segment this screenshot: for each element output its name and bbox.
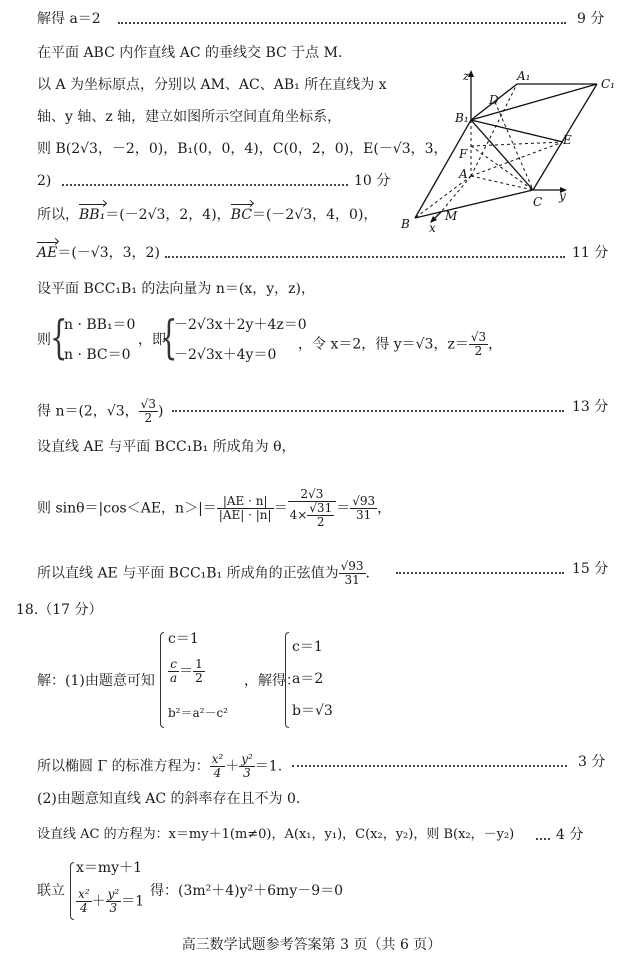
system2-row1: －2√3x＋2y＋4z＝0 <box>174 317 307 333</box>
part2-intro: (2)由题意知直线 AC 的斜率存在且不为 0. <box>37 791 301 807</box>
vectors-prefix: 所以， <box>37 207 79 223</box>
label-C: C <box>533 195 543 209</box>
simultaneous-row2 <box>76 888 144 915</box>
edge-B1C <box>471 120 533 190</box>
score-13: 13 分 <box>572 399 609 415</box>
frac-den: 2 <box>195 671 203 685</box>
label-D: D <box>489 93 499 107</box>
simultaneous-row1: x＝my＋1 <box>76 860 142 876</box>
edge-AC-hidden <box>471 176 533 190</box>
label-M: M <box>445 209 458 223</box>
vector-bc-value: ＝(－2√3，4，0)， <box>251 207 378 223</box>
dot-leader <box>165 256 565 258</box>
frac-den-pre: 4× <box>289 508 308 522</box>
sin-theta-pre: 则 sinθ＝|cos＜AE，n＞|＝ <box>37 500 217 517</box>
brace <box>285 632 289 728</box>
sine-value-pre: 所以直线 AE 与平面 BCC₁B₁ 所成角的正弦值为 <box>37 565 339 582</box>
line-normal-vector: 设平面 BCC₁B₁ 的法向量为 n＝(x，y，z)， <box>37 281 315 297</box>
line-coord-system: 轴、y 轴、z 轴，建立如图所示空间直角坐标系， <box>37 109 342 125</box>
frac-den: 4 <box>79 901 88 915</box>
vector-ae-value: ＝(－√3，3，2) <box>57 245 160 261</box>
label-B1: B₁ <box>455 111 469 125</box>
given-ratio-eq: ＝ <box>179 663 194 680</box>
part1-mid: ，解得： <box>244 673 300 689</box>
given-ratio <box>168 658 205 685</box>
result-a: a＝2 <box>292 671 324 687</box>
brace: { <box>50 310 68 364</box>
frac-num: y² <box>241 752 253 766</box>
result-c: c＝1 <box>292 639 323 655</box>
frac-den: 4 <box>213 766 222 780</box>
score-15: 15 分 <box>572 561 609 577</box>
frac-num: √93 <box>352 494 376 508</box>
frac-num: 2√3 <box>288 488 337 502</box>
dot-leader <box>292 765 567 767</box>
line-sin-theta: 则 sinθ＝|cos＜AE，n＞|＝ $\frac{|AE \cdot n|}{|AE| \cdot |n|}$ ＝ 2√3 4× $\frac{√31}{2}$ ＝ $\frac{√93}{31}$ ， <box>37 487 392 529</box>
system2-row2: －2√3x＋4y＝0 <box>174 347 277 363</box>
frac-num: y² <box>107 887 120 901</box>
brace <box>70 862 74 920</box>
line-perpendicular: 在平面 ABC 内作直线 AC 的垂线交 BC 于点 M. <box>37 45 343 61</box>
frac-num: √93 <box>340 559 364 573</box>
simultaneous-result: 得：(3m²＋4)y²＋6my－9＝0 <box>150 883 344 899</box>
edge-FE-hidden <box>471 142 563 146</box>
vector-bb1: BB₁ <box>79 207 106 223</box>
line-ellipse-eq <box>37 753 282 780</box>
plus: ＋ <box>91 893 106 910</box>
frac-num: √3 <box>140 397 156 411</box>
edge-BC <box>415 190 533 218</box>
frac-den-compound <box>288 502 337 529</box>
line-ac-equation: 设直线 AC 的方程为：x＝my＋1(m≠0)，A(x₁，y₁)，C(x₂，y₂)，则 B(x₂，－y₂) <box>37 827 515 842</box>
simultaneous-pre: 联立 <box>37 883 65 899</box>
ellipse-eq-pre: 所以椭圆 Γ 的标准方程为： <box>37 758 210 775</box>
part1-pre: 解：(1)由题意可知 <box>37 673 155 689</box>
line-coordinates-end: 2) <box>37 173 52 189</box>
frac-den: 31 <box>356 508 372 522</box>
brace <box>160 632 164 728</box>
score-11: 11 分 <box>572 245 609 261</box>
geometry-figure <box>397 66 623 236</box>
line-sine-value: 所以直线 AE 与平面 BCC₁B₁ 所成角的正弦值为 $\frac{√93}{31}$ . <box>37 559 370 587</box>
label-z: z <box>463 69 470 83</box>
given-c: c＝1 <box>168 631 199 647</box>
edge-DC-hidden <box>495 102 533 190</box>
label-A1: A₁ <box>517 69 531 83</box>
frac-den: 2 <box>316 515 325 529</box>
label-A: A <box>459 167 468 181</box>
system1-row1: n · BB₁＝0 <box>64 317 136 333</box>
frac-num: √3 <box>470 330 487 344</box>
edge-AE-hidden <box>471 142 563 176</box>
system1-row2: n · BC＝0 <box>64 347 131 363</box>
label-x: x <box>429 221 436 235</box>
score-10: 10 分 <box>354 173 391 189</box>
system-result: ，令 x＝2，得 y＝√3，z＝ $\frac{√3}{2}$ ， <box>298 330 503 358</box>
label-E: E <box>563 133 572 147</box>
frac-den: 3 <box>109 901 118 915</box>
system-then: 则 <box>37 332 51 348</box>
given-relation: b²＝a²－c² <box>168 706 228 720</box>
frac-num: x² <box>211 752 224 766</box>
line-coord-origin: 以 A 为坐标原点，分别以 AM、AC、AB₁ 所在直线为 x <box>37 77 387 93</box>
label-B: B <box>401 217 410 231</box>
score-4: 4 分 <box>556 827 584 843</box>
result-b: b＝√3 <box>292 703 333 719</box>
vector-bc: BC <box>230 207 252 223</box>
normal-result-post: ) <box>157 403 164 420</box>
problem-18-header: 18.（17 分） <box>16 602 103 618</box>
frac-num: 1 <box>195 657 203 671</box>
frac-den: 3 <box>243 766 251 780</box>
frac-den: |AE| · |n| <box>218 508 272 522</box>
line-vector-ae <box>37 244 160 262</box>
frac-den: 31 <box>344 573 360 587</box>
frac-den: 2 <box>474 344 483 358</box>
dot-leader <box>536 838 550 840</box>
label-y: y <box>559 189 566 203</box>
line-angle-def: 设直线 AE 与平面 BCC₁B₁ 所成角为 θ， <box>37 439 296 455</box>
score-3: 3 分 <box>578 754 606 770</box>
dot-leader <box>396 572 564 574</box>
frac-den: a <box>170 671 178 685</box>
edge-AM-hidden <box>441 176 471 212</box>
frac-den: 2 <box>144 411 153 425</box>
score-9: 9 分 <box>577 11 605 27</box>
simultaneous-eq: ＝1 <box>121 893 145 910</box>
dot-leader <box>118 22 566 24</box>
system-mid: ，即 <box>138 332 166 348</box>
page-footer: 高三数学试题参考答案第 3 页（共 6 页） <box>181 937 442 953</box>
frac-num: √31 <box>309 501 333 515</box>
frac-num: |AE · n| <box>217 495 274 509</box>
line-coordinates: 则 B(2√3，－2，0)，B₁(0，0，4)，C(0，2，0)，E(－√3，3， <box>37 141 448 157</box>
plus: ＋ <box>225 758 240 775</box>
vector-ae: AE <box>37 245 58 261</box>
system-result-text: ，令 x＝2，得 y＝√3，z＝ <box>298 336 469 353</box>
dot-leader <box>172 410 564 412</box>
frac-num: c <box>168 658 179 672</box>
label-F: F <box>459 147 468 161</box>
edge-B1E <box>471 120 563 142</box>
line-normal-result <box>37 398 163 425</box>
brace: { <box>160 310 178 364</box>
line-vectors <box>37 206 377 224</box>
line-solve-a: 解得 a＝2 <box>37 11 101 27</box>
ellipse-eq-post: ＝1. <box>254 758 283 775</box>
vector-bb1-value: ＝(－2√3，2，4)， <box>105 207 231 223</box>
dot-leader <box>62 184 348 186</box>
label-C1: C₁ <box>601 77 615 91</box>
normal-result-pre: 得 n＝(2，√3， <box>37 403 139 420</box>
frac-num: x² <box>78 887 90 901</box>
